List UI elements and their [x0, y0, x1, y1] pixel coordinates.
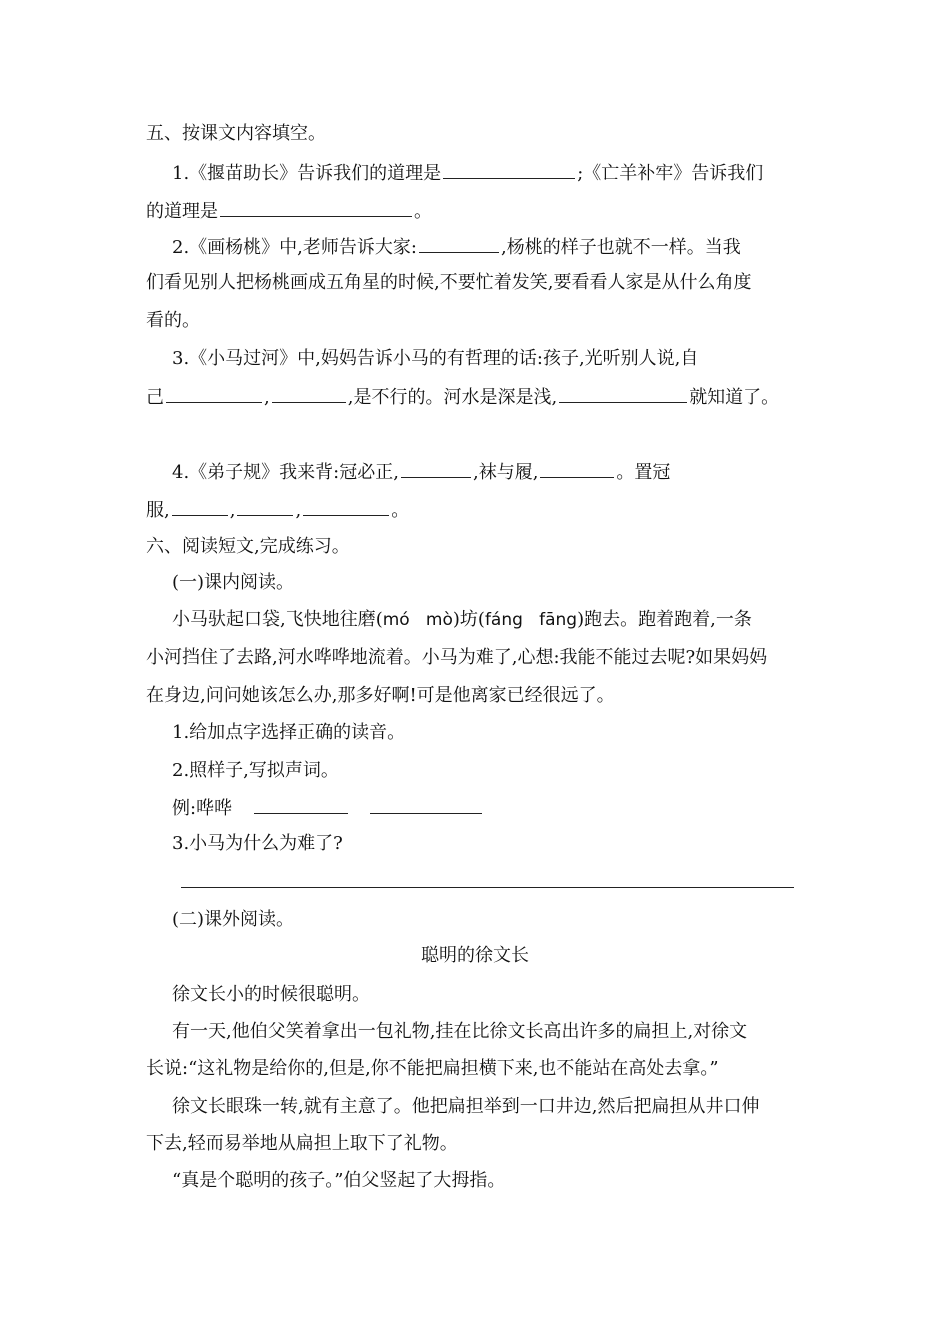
q4-text-c: 。置冠	[616, 462, 671, 483]
q1-text-c: 的道理是	[146, 201, 218, 222]
q4-blank-1[interactable]	[401, 459, 471, 478]
passage1-text-c: )跑去。跑着跑着,一条	[577, 609, 752, 630]
story-title: 聪明的徐文长	[421, 945, 529, 966]
q4-text-f: ,	[295, 500, 302, 521]
q1-text-b: ;《亡羊补牢》告诉我们	[577, 163, 764, 184]
q4-text-g: 。	[391, 500, 410, 521]
task2: 2.照样子,写拟声词。	[172, 760, 339, 781]
section5-heading: 五、按课文内容填空。	[146, 123, 326, 144]
q4-line1	[172, 459, 670, 485]
q3-text-c: ,	[264, 387, 270, 408]
task1: 1.给加点字选择正确的读音。	[172, 722, 406, 743]
q3-text-d: ,是不行的。河水是深是浅,	[347, 387, 558, 408]
q3-line2	[146, 384, 779, 410]
q1-text-d: 。	[414, 201, 432, 222]
pinyin-options-mo: mó mò	[382, 610, 453, 630]
task2-blank-1[interactable]	[254, 795, 348, 814]
q2-blank[interactable]	[419, 234, 499, 253]
q2-line3: 看的。	[146, 310, 200, 331]
passage1-text-a: 小马驮起口袋,飞快地往磨(	[172, 609, 383, 630]
story-line6: “真是个聪明的孩子。”伯父竖起了大拇指。	[172, 1170, 506, 1191]
story-line5: 下去,轻而易举地从扁担上取下了礼物。	[146, 1133, 458, 1154]
section6-heading: 六、阅读短文,完成练习。	[146, 536, 350, 557]
passage1-line2: 小河挡住了去路,河水哗哗地流着。小马为难了,心想:我能不能过去呢?如果妈妈	[146, 647, 768, 668]
passage1-text-b: )坊(	[452, 609, 485, 630]
task3-answer-line[interactable]	[181, 887, 794, 888]
q3-line1: 3.《小马过河》中,妈妈告诉小马的有哲理的话:孩子,光听别人说,自	[172, 348, 699, 369]
q4-text-d: 服,	[146, 500, 170, 521]
q4-blank-4[interactable]	[237, 497, 293, 516]
q1-blank-2[interactable]	[220, 198, 412, 217]
story-line2: 有一天,他伯父笑着拿出一包礼物,挂在比徐文长高出许多的扁担上,对徐文	[172, 1021, 748, 1042]
part2-label: (二)课外阅读。	[172, 909, 295, 930]
q2-line2: 们看见别人把杨桃画成五角星的时候,不要忙着发笑,要看看人家是从什么角度	[146, 272, 752, 293]
q3-text-b: 己	[146, 387, 164, 408]
q4-line2	[146, 497, 409, 523]
task2-example-row	[172, 795, 484, 821]
q1-text-a: 1.《揠苗助长》告诉我们的道理是	[172, 163, 442, 184]
story-line1: 徐文长小的时候很聪明。	[172, 984, 370, 1005]
passage1-line1	[172, 608, 752, 632]
q4-text-b: ,袜与履,	[472, 462, 539, 483]
q3-blank-2[interactable]	[272, 384, 346, 403]
q3-blank-1[interactable]	[166, 384, 262, 403]
q2-text-b: ,杨桃的样子也就不一样。当我	[500, 237, 741, 258]
q2-line1	[172, 234, 741, 260]
q4-blank-3[interactable]	[172, 497, 228, 516]
q4-text-a: 4.《弟子规》我来背:冠必正,	[172, 462, 399, 483]
story-line3: 长说:“这礼物是给你的,但是,你不能把扁担横下来,也不能站在高处去拿。”	[146, 1058, 719, 1079]
q4-text-e: ,	[229, 500, 236, 521]
q3-text-e: 就知道了。	[689, 387, 780, 408]
story-line4: 徐文长眼珠一转,就有主意了。他把扁担举到一口井边,然后把扁担从井口伸	[172, 1096, 760, 1117]
task2-example: 例:哗哗	[172, 798, 233, 819]
part1-label: (一)课内阅读。	[172, 572, 295, 593]
pinyin-options-fang: fáng fāng	[484, 610, 578, 630]
q1-blank-1[interactable]	[443, 160, 575, 179]
task3: 3.小马为什么为难了?	[172, 833, 343, 854]
q1-line2	[146, 198, 432, 224]
q1-line1	[172, 160, 763, 186]
q4-blank-2[interactable]	[540, 459, 614, 478]
passage1-line3: 在身边,问问她该怎么办,那多好啊!可是他离家已经很远了。	[146, 685, 615, 706]
q3-blank-3[interactable]	[559, 384, 687, 403]
q4-blank-5[interactable]	[303, 497, 389, 516]
task2-blank-2[interactable]	[370, 795, 482, 814]
q2-text-a: 2.《画杨桃》中,老师告诉大家:	[172, 237, 417, 258]
